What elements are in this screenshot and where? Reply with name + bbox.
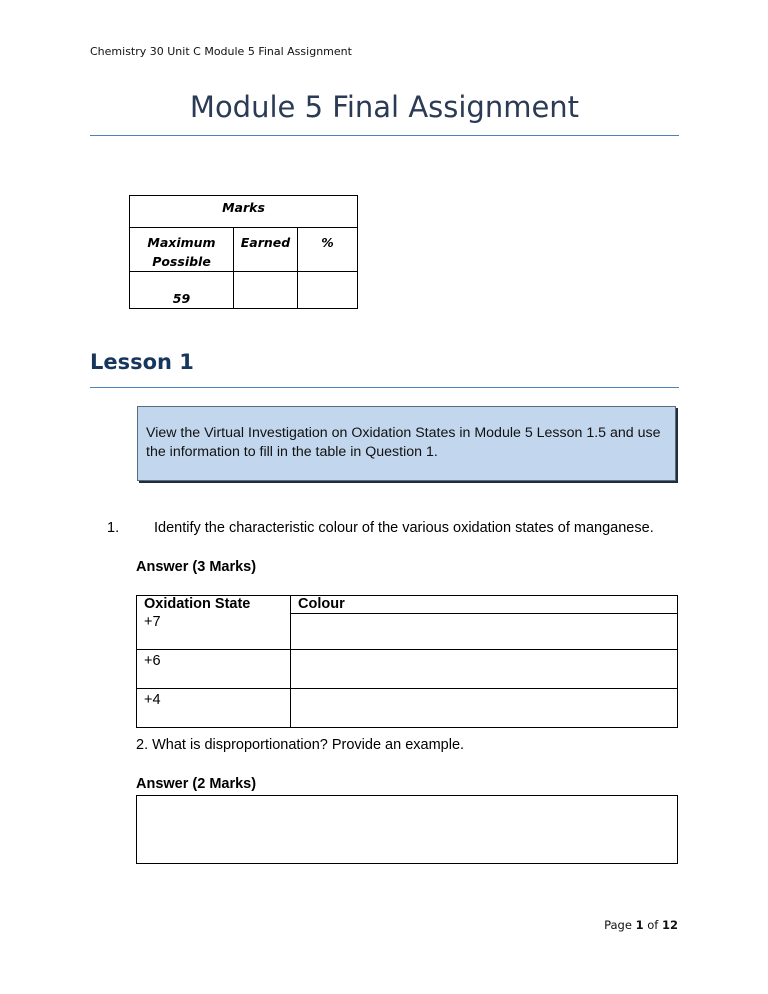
page-footer xyxy=(604,918,678,932)
marks-earned-cell[interactable] xyxy=(234,272,298,309)
marks-col-earned: Earned xyxy=(234,228,298,272)
colour-answer-cell[interactable] xyxy=(291,614,678,650)
marks-max-value: 59 xyxy=(130,272,234,309)
oxidation-col-state: Oxidation State xyxy=(137,596,291,614)
oxidation-state-cell: +6 xyxy=(137,650,291,689)
question-1-number: 1. xyxy=(107,520,120,536)
instruction-box xyxy=(137,406,676,481)
page-title: Module 5 Final Assignment xyxy=(189,90,580,124)
question-2-answer-box[interactable] xyxy=(136,795,678,864)
oxidation-state-cell: +7 xyxy=(137,614,291,650)
colour-answer-cell[interactable] xyxy=(291,650,678,689)
question-1-text: Identify the characteristic colour of the various oxidation states of manganese. xyxy=(154,520,654,536)
question-2-answer-label: Answer (2 Marks) xyxy=(136,776,257,792)
marks-table-heading: Marks xyxy=(130,196,358,228)
question-1-answer-label: Answer (3 Marks) xyxy=(136,559,257,575)
footer-of-word: of xyxy=(647,918,659,932)
marks-col-max: Maximum Possible xyxy=(130,228,234,272)
oxidation-table xyxy=(136,595,678,728)
lesson-heading: Lesson 1 xyxy=(90,350,194,374)
instruction-text: View the Virtual Investigation on Oxidation States in Module 5 Lesson 1.5 and use the information to fill in the table in Question 1. xyxy=(146,425,661,460)
oxidation-state-cell: +4 xyxy=(137,689,291,728)
marks-col-percent: % xyxy=(298,228,358,272)
marks-table xyxy=(129,195,358,309)
footer-page-word: Page xyxy=(604,918,632,932)
question-2-text: 2. What is disproportionation? Provide an example. xyxy=(136,737,465,753)
footer-page-number: 1 xyxy=(635,918,644,932)
running-header: Chemistry 30 Unit C Module 5 Final Assignment xyxy=(90,45,352,58)
oxidation-col-colour: Colour xyxy=(291,596,678,614)
lesson-divider xyxy=(90,387,679,388)
footer-page-total: 12 xyxy=(661,918,678,932)
marks-percent-cell[interactable] xyxy=(298,272,358,309)
title-divider xyxy=(90,135,679,136)
colour-answer-cell[interactable] xyxy=(291,689,678,728)
